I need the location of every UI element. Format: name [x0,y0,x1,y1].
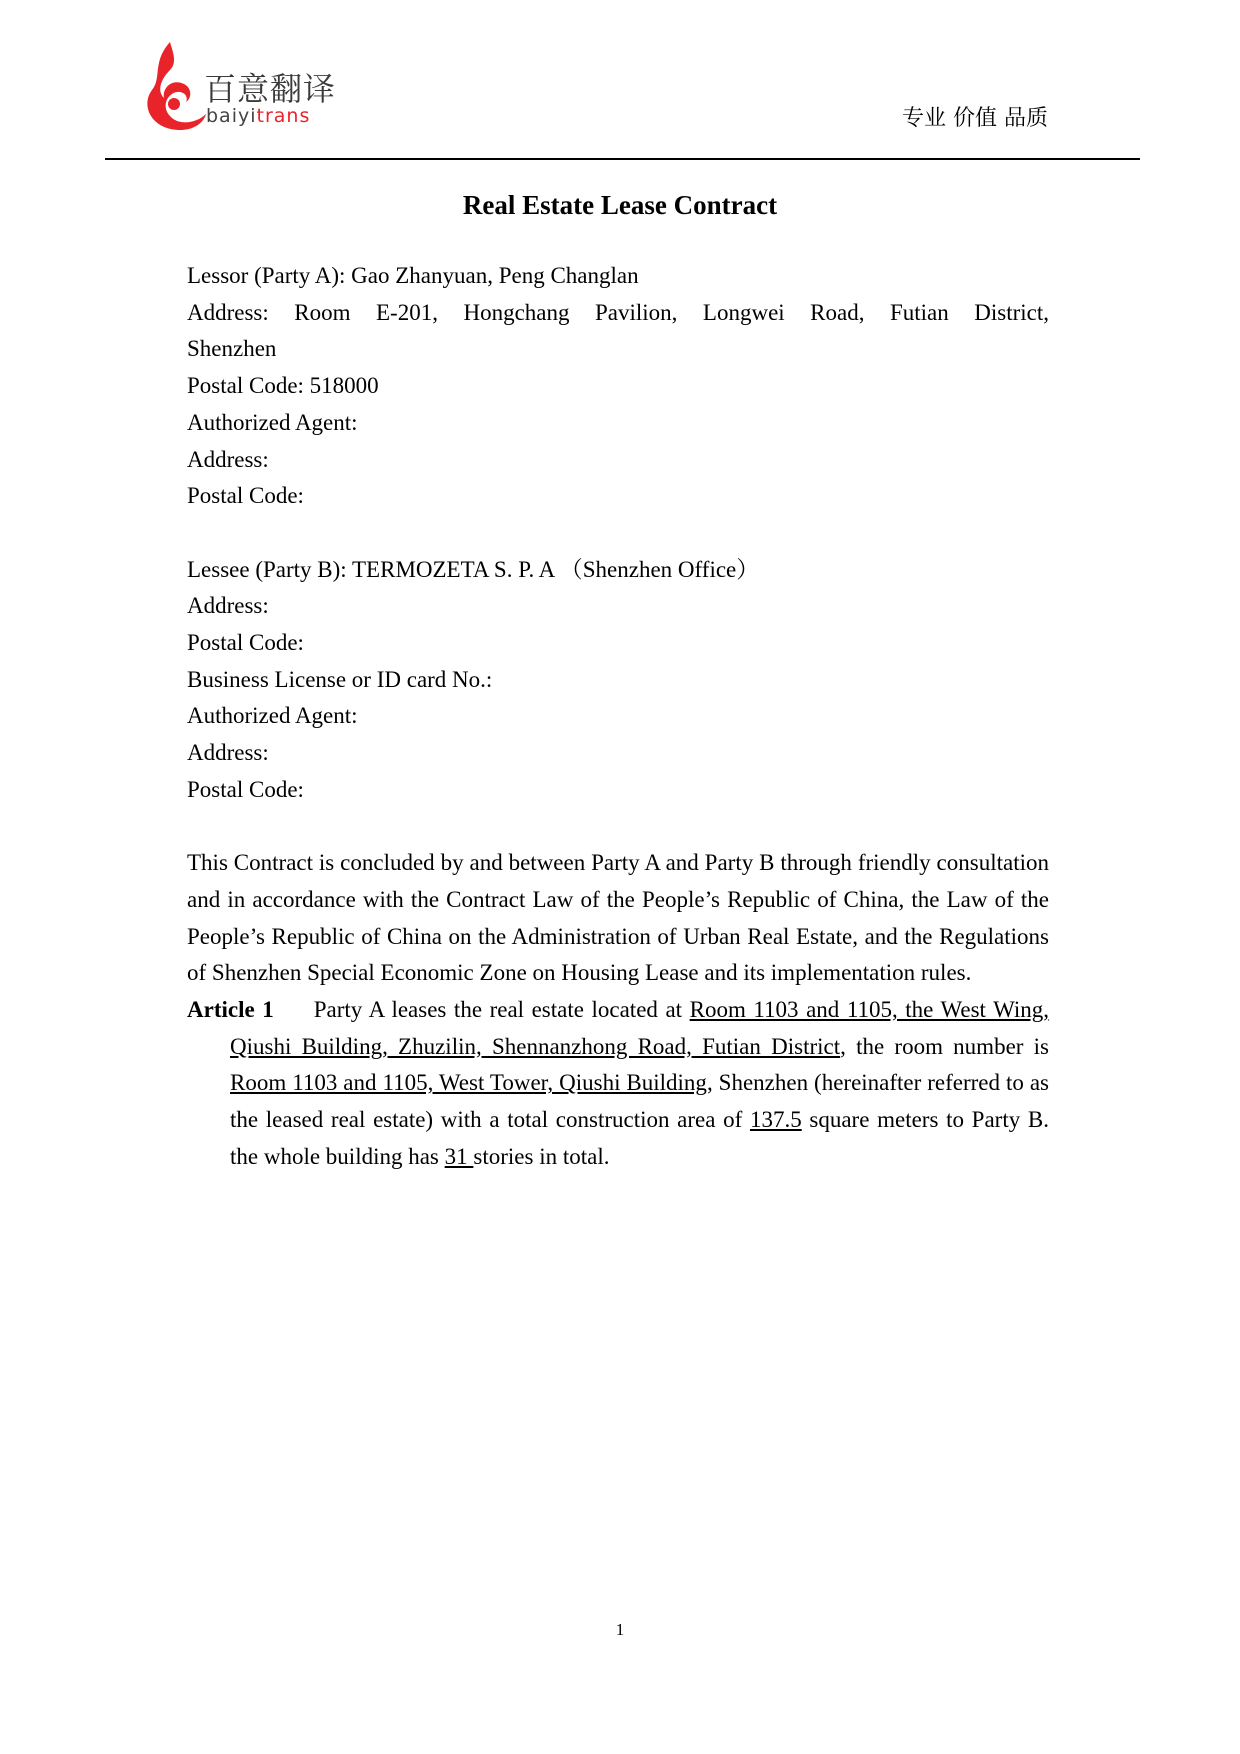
article-1 [187,992,1049,1176]
party-a-address-line-2: Shenzhen [187,336,277,362]
document-title: Real Estate Lease Contract [462,190,778,220]
header-slogan: 专业 价值 品质 [902,106,1048,131]
page-number: 1 [615,1620,625,1639]
article-1-area: 137.5 [749,1107,802,1133]
party-b-license: Business License or ID card No.: [187,666,493,692]
article-1-stories: 31 [444,1143,474,1169]
party-b-postal-code: Postal Code: [187,630,304,656]
baiyi-logo [140,40,360,135]
party-a-authorized-agent: Authorized Agent: [187,409,358,435]
party-b-agent-address: Address: [187,740,269,766]
logo-english-text-a: baiyi [206,105,257,127]
article-1-location: Room 1103 and 1105, the West Wing, Qiushi Building, Zhuzilin, Shennanzhong Road, Futian District [230,997,1050,1059]
party-b-section [187,552,1049,809]
party-a-address-line-1: Address: Room E-201, Hongchang Pavilion, Longwei Road, Futian District, [187,299,1049,325]
article-1-room-number: Room 1103 and 1105, West Tower, Qiushi Building [230,1070,707,1096]
page-header [0,0,1240,165]
logo-chinese-text: 百意翻译 [204,70,337,108]
header-divider [105,158,1140,160]
document-body [187,258,1049,1176]
lessee-line: Lessee (Party B): TERMOZETA S. P. A （Shenzhen Office） [187,556,760,582]
logo-english-text [206,105,310,127]
section-spacer [187,809,1049,846]
preamble-paragraph: This Contract is concluded by and between Party A and Party B through friendly consultation and in accordance with the Contract Law of the People’s Republic of China, the Law of the People’s Republic of China on the Administration of Urban Real Estate, and the Regulations of Shenzhen Special Economic Zone on Housing Lease and its implementation rules. [187,850,1049,986]
article-1-text-4: square meters to Party B. the whole building has [230,1107,1049,1169]
party-b-agent-postal-code: Postal Code: [187,776,304,802]
article-1-text-2: , the room number is [840,1033,1049,1059]
section-spacer [187,515,1049,552]
party-b-authorized-agent: Authorized Agent: [187,703,358,729]
article-1-label: Article 1 [187,997,274,1023]
article-1-text-5: stories in total. [473,1143,610,1169]
article-1-text-1: Party A leases the real estate located at [313,997,690,1023]
flame-logo-icon [140,40,210,135]
party-a-postal-code: Postal Code: 518000 [187,373,379,399]
logo-english-text-b: trans [256,105,311,127]
party-a-section [187,258,1049,515]
article-1-text-3: , Shenzhen (hereinafter referred to as the leased real estate) with a total construction area of [230,1070,1049,1133]
party-b-address: Address: [187,593,269,619]
lessor-line: Lessor (Party A): Gao Zhanyuan, Peng Changlan [187,263,639,288]
party-a-agent-postal-code: Postal Code: [187,483,304,509]
party-a-agent-address: Address: [187,446,269,472]
